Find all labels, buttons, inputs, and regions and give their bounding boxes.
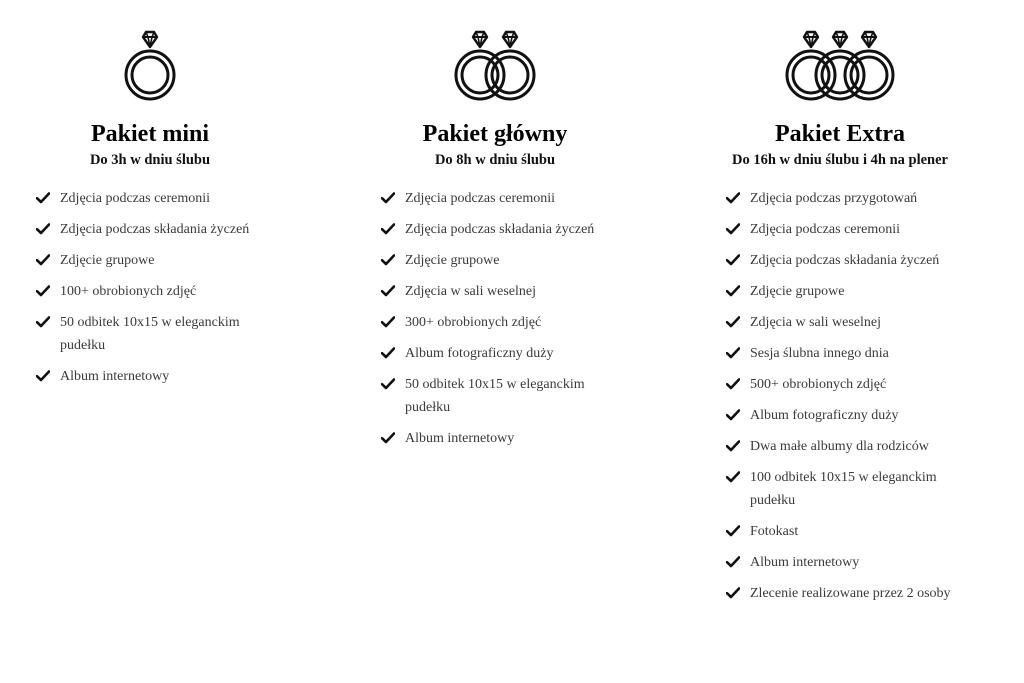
package-subtitle: Do 16h w dniu ślubu i 4h na plener: [732, 152, 948, 168]
check-icon: [726, 525, 740, 537]
feature-item: [381, 373, 621, 419]
feature-item: [381, 218, 621, 241]
feature-label: Zdjęcie grupowe: [750, 284, 845, 299]
feature-label: Zdjęcia podczas ceremonii: [405, 191, 556, 206]
feature-list: [36, 187, 276, 396]
feature-item: [36, 280, 276, 303]
check-icon: [726, 409, 740, 421]
feature-label: Zdjęcia podczas składania życzeń: [405, 222, 595, 237]
feature-label: Zdjęcia podczas ceremonii: [60, 191, 211, 206]
feature-label: Album internetowy: [750, 555, 860, 570]
check-icon: [36, 285, 50, 297]
feature-label: Dwa małe albumy dla rodziców: [750, 439, 929, 454]
feature-label: Album fotograficzny duży: [750, 408, 899, 423]
triple-ring-icon: [690, 28, 990, 108]
feature-item: [726, 582, 966, 605]
check-icon: [381, 192, 395, 204]
check-icon: [36, 316, 50, 328]
feature-item: [726, 466, 966, 512]
feature-label: Zdjęcie grupowe: [405, 253, 500, 268]
feature-item: [381, 249, 621, 272]
check-icon: [726, 440, 740, 452]
feature-item: [726, 187, 966, 210]
feature-item: [726, 520, 966, 543]
feature-item: [36, 311, 276, 357]
check-icon: [726, 556, 740, 568]
check-icon: [726, 471, 740, 483]
check-icon: [726, 192, 740, 204]
feature-label: Zdjęcia podczas składania życzeń: [750, 253, 940, 268]
check-icon: [381, 378, 395, 390]
feature-label: 100 odbitek 10x15 w eleganckim pudełku: [750, 470, 937, 508]
feature-label: Album internetowy: [405, 431, 515, 446]
single-ring-icon: [0, 28, 300, 108]
check-icon: [381, 316, 395, 328]
feature-item: [726, 218, 966, 241]
package-title: Pakiet główny: [422, 121, 568, 147]
feature-item: [726, 280, 966, 303]
check-icon: [726, 587, 740, 599]
check-icon: [36, 254, 50, 266]
feature-label: Zdjęcia w sali weselnej: [750, 315, 882, 330]
feature-item: [36, 218, 276, 241]
package-title: Pakiet Extra: [775, 121, 905, 147]
feature-label: Zdjęcia podczas przygotowań: [750, 191, 918, 206]
feature-item: [726, 404, 966, 427]
check-icon: [381, 285, 395, 297]
feature-label: 50 odbitek 10x15 w eleganckim pudełku: [60, 315, 240, 353]
feature-label: 100+ obrobionych zdjęć: [60, 284, 197, 299]
check-icon: [36, 192, 50, 204]
feature-item: [726, 551, 966, 574]
feature-item: [381, 311, 621, 334]
feature-list: [726, 187, 966, 613]
feature-label: Zdjęcia podczas składania życzeń: [60, 222, 250, 237]
double-ring-icon: [345, 28, 645, 108]
check-icon: [381, 347, 395, 359]
check-icon: [726, 223, 740, 235]
feature-item: [36, 187, 276, 210]
feature-item: [36, 249, 276, 272]
feature-item: [726, 249, 966, 272]
check-icon: [726, 347, 740, 359]
check-icon: [726, 254, 740, 266]
feature-label: Album internetowy: [60, 369, 170, 384]
check-icon: [726, 285, 740, 297]
feature-label: Zdjęcia podczas ceremonii: [750, 222, 901, 237]
feature-item: [381, 427, 621, 450]
feature-item: [381, 280, 621, 303]
package-subtitle: Do 8h w dniu ślubu: [434, 152, 556, 168]
feature-item: [726, 435, 966, 458]
feature-label: Album fotograficzny duży: [405, 346, 554, 361]
package-subtitle: Do 3h w dniu ślubu: [89, 152, 211, 168]
feature-label: Zlecenie realizowane przez 2 osoby: [750, 586, 951, 601]
package-title: Pakiet mini: [91, 121, 209, 147]
feature-item: [726, 342, 966, 365]
feature-label: 500+ obrobionych zdjęć: [750, 377, 887, 392]
feature-item: [381, 187, 621, 210]
feature-label: Sesja ślubna innego dnia: [750, 346, 889, 361]
feature-list: [381, 187, 621, 458]
check-icon: [726, 378, 740, 390]
feature-item: [726, 311, 966, 334]
feature-label: Zdjęcia w sali weselnej: [405, 284, 537, 299]
feature-label: Fotokast: [750, 524, 799, 539]
feature-label: Zdjęcie grupowe: [60, 253, 155, 268]
check-icon: [36, 370, 50, 382]
check-icon: [381, 223, 395, 235]
feature-item: [726, 373, 966, 396]
check-icon: [381, 254, 395, 266]
feature-label: 50 odbitek 10x15 w eleganckim pudełku: [405, 377, 585, 415]
feature-item: [381, 342, 621, 365]
feature-label: 300+ obrobionych zdjęć: [405, 315, 542, 330]
feature-item: [36, 365, 276, 388]
check-icon: [381, 432, 395, 444]
check-icon: [726, 316, 740, 328]
check-icon: [36, 223, 50, 235]
